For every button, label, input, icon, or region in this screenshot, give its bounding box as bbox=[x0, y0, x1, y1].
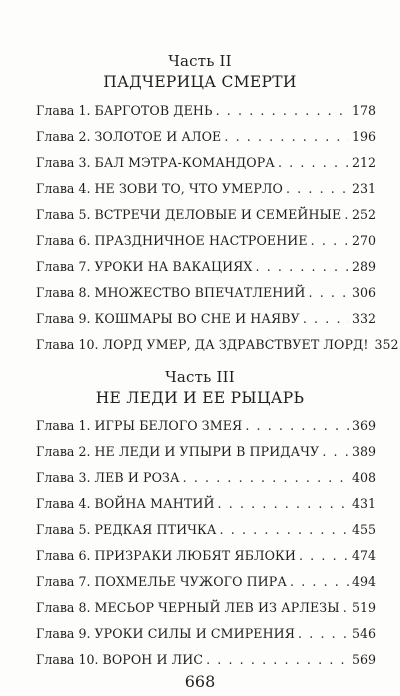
toc-row bbox=[36, 129, 376, 149]
dot-leader bbox=[299, 548, 349, 563]
chapter-number: Глава 3. bbox=[36, 470, 91, 485]
page-number: 668 bbox=[184, 672, 216, 691]
chapter-title: МНОЖЕСТВО ВПЕЧАТЛЕНИЙ bbox=[94, 285, 306, 300]
dot-leader bbox=[343, 600, 349, 615]
chapter-page: 455 bbox=[351, 522, 376, 537]
dot-leader bbox=[183, 470, 349, 485]
part-3-title: НЕ ЛЕДИ И ЕЕ РЫЦАРЬ bbox=[95, 389, 305, 407]
chapter-page: 352 bbox=[374, 337, 399, 352]
chapter-title: МЕСЬОР ЧЕРНЫЙ ЛЕВ ИЗ АРЛЕЗЫ bbox=[94, 600, 340, 615]
chapter-number: Глава 2. bbox=[36, 129, 91, 144]
dot-leader bbox=[286, 181, 349, 196]
toc-row bbox=[36, 470, 376, 490]
dot-leader bbox=[303, 311, 349, 326]
chapter-page: 196 bbox=[351, 129, 376, 144]
chapter-page: 569 bbox=[351, 652, 376, 667]
chapter-title: КОШМАРЫ ВО СНЕ И НАЯВУ bbox=[94, 311, 300, 326]
dot-leader bbox=[309, 285, 349, 300]
chapter-title: ПОХМЕЛЬЕ ЧУЖОГО ПИРА bbox=[94, 574, 287, 589]
chapter-title: НЕ ЗОВИ ТО, ЧТО УМЕРЛО bbox=[94, 181, 283, 196]
toc-row bbox=[36, 207, 376, 227]
dot-leader bbox=[322, 444, 349, 459]
toc-row bbox=[36, 444, 376, 464]
toc-row bbox=[36, 522, 376, 542]
dot-leader bbox=[290, 574, 349, 589]
chapter-number: Глава 4. bbox=[36, 181, 91, 196]
chapter-title: УРОКИ НА ВАКАЦИЯХ bbox=[94, 259, 253, 274]
chapter-title: ИГРЫ БЕЛОГО ЗМЕЯ bbox=[94, 418, 243, 433]
chapter-page: 494 bbox=[351, 574, 376, 589]
chapter-page: 212 bbox=[351, 155, 376, 170]
chapter-page: 474 bbox=[351, 548, 376, 563]
chapter-page: 369 bbox=[351, 418, 376, 433]
toc-row bbox=[36, 652, 376, 672]
toc-row bbox=[36, 285, 376, 305]
part-3-label: Часть III bbox=[165, 368, 235, 386]
chapter-number: Глава 8. bbox=[36, 285, 91, 300]
toc-row bbox=[36, 181, 376, 201]
chapter-page: 178 bbox=[351, 103, 376, 118]
dot-leader bbox=[220, 522, 349, 537]
chapter-title: РЕДКАЯ ПТИЧКА bbox=[94, 522, 217, 537]
chapter-page: 389 bbox=[351, 444, 376, 459]
dot-leader bbox=[216, 103, 349, 118]
toc-row bbox=[36, 574, 376, 594]
dot-leader bbox=[344, 207, 349, 222]
part-2-label: Часть II bbox=[168, 52, 232, 70]
toc-row bbox=[36, 103, 376, 123]
toc-row bbox=[36, 311, 376, 331]
chapter-number: Глава 10. bbox=[36, 337, 99, 352]
chapter-page: 252 bbox=[351, 207, 376, 222]
chapter-page: 408 bbox=[351, 470, 376, 485]
dot-leader bbox=[311, 233, 349, 248]
chapter-number: Глава 5. bbox=[36, 207, 91, 222]
toc-row bbox=[36, 337, 399, 357]
chapter-title: УРОКИ СИЛЫ И СМИРЕНИЯ bbox=[94, 626, 296, 641]
chapter-page: 270 bbox=[351, 233, 376, 248]
chapter-number: Глава 6. bbox=[36, 548, 91, 563]
toc-row bbox=[36, 155, 376, 175]
chapter-number: Глава 1. bbox=[36, 418, 91, 433]
toc-row bbox=[36, 496, 376, 516]
dot-leader bbox=[256, 259, 349, 274]
chapter-number: Глава 7. bbox=[36, 574, 91, 589]
dot-leader bbox=[298, 626, 349, 641]
chapter-number: Глава 9. bbox=[36, 311, 91, 326]
chapter-title: ВСТРЕЧИ ДЕЛОВЫЕ И СЕМЕЙНЫЕ bbox=[94, 207, 342, 222]
chapter-title: ЗОЛОТОЕ И АЛОЕ bbox=[94, 129, 222, 144]
chapter-title: ПРИЗРАКИ ЛЮБЯТ ЯБЛОКИ bbox=[94, 548, 296, 563]
chapter-number: Глава 1. bbox=[36, 103, 91, 118]
chapter-title: НЕ ЛЕДИ И УПЫРИ В ПРИДАЧУ bbox=[94, 444, 320, 459]
dot-leader bbox=[278, 155, 349, 170]
chapter-number: Глава 8. bbox=[36, 600, 91, 615]
toc-row bbox=[36, 600, 376, 620]
part-2-title: ПАДЧЕРИЦА СМЕРТИ bbox=[103, 73, 297, 91]
chapter-title: ЛОРД УМЕР, ДА ЗДРАВСТВУЕТ ЛОРД! bbox=[102, 337, 369, 352]
dot-leader bbox=[206, 652, 349, 667]
chapter-page: 306 bbox=[351, 285, 376, 300]
chapter-page: 546 bbox=[351, 626, 376, 641]
chapter-title: БАЛ МЭТРА-КОМАНДОРА bbox=[94, 155, 275, 170]
chapter-title: БАРГОТОВ ДЕНЬ bbox=[94, 103, 213, 118]
toc-row bbox=[36, 259, 376, 279]
chapter-title: ВОРОН И ЛИС bbox=[102, 652, 204, 667]
chapter-number: Глава 3. bbox=[36, 155, 91, 170]
toc-row bbox=[36, 418, 376, 438]
chapter-number: Глава 4. bbox=[36, 496, 91, 511]
toc-row bbox=[36, 548, 376, 568]
chapter-title: ПРАЗДНИЧНОЕ НАСТРОЕНИЕ bbox=[94, 233, 308, 248]
chapter-title: ЛЕВ И РОЗА bbox=[94, 470, 180, 485]
chapter-number: Глава 7. bbox=[36, 259, 91, 274]
chapter-page: 231 bbox=[351, 181, 376, 196]
chapter-title: ВОЙНА МАНТИЙ bbox=[94, 496, 215, 511]
chapter-number: Глава 5. bbox=[36, 522, 91, 537]
chapter-number: Глава 6. bbox=[36, 233, 91, 248]
chapter-page: 431 bbox=[351, 496, 376, 511]
dot-leader bbox=[224, 129, 349, 144]
chapter-page: 519 bbox=[351, 600, 376, 615]
chapter-number: Глава 9. bbox=[36, 626, 91, 641]
chapter-number: Глава 10. bbox=[36, 652, 99, 667]
toc-row bbox=[36, 626, 376, 646]
toc-row bbox=[36, 233, 376, 253]
chapter-number: Глава 2. bbox=[36, 444, 91, 459]
dot-leader bbox=[218, 496, 349, 511]
chapter-page: 332 bbox=[351, 311, 376, 326]
chapter-page: 289 bbox=[351, 259, 376, 274]
dot-leader bbox=[245, 418, 349, 433]
